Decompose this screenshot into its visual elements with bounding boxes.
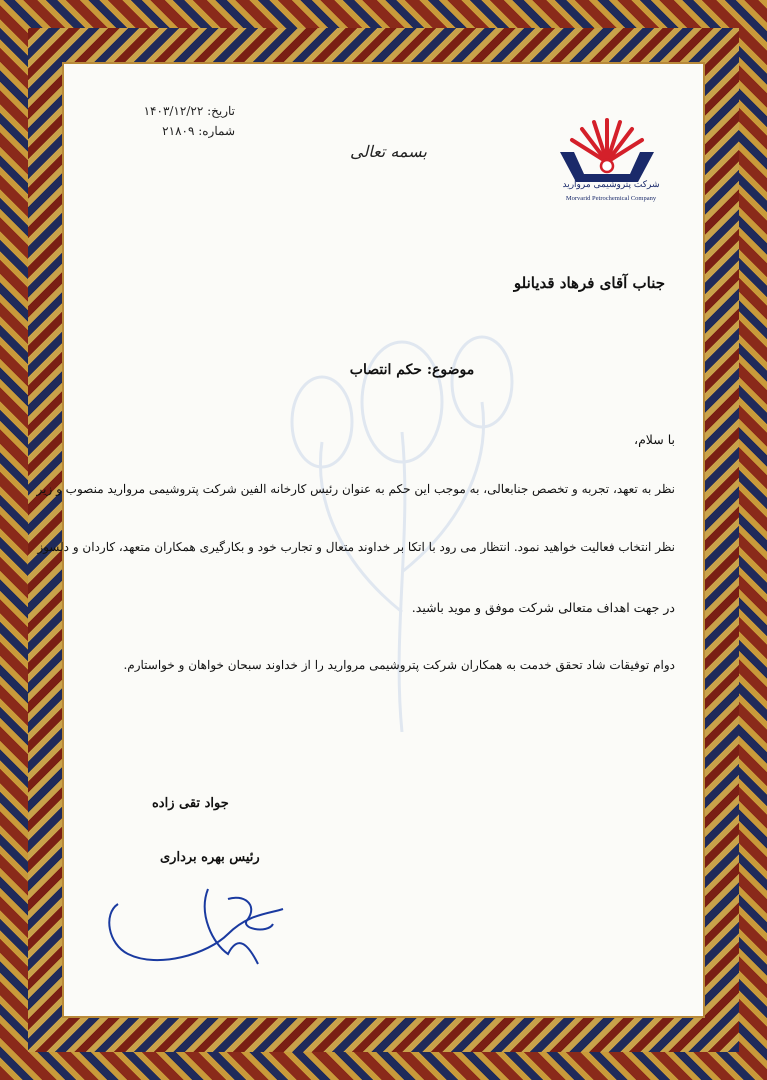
signatory-title: رئیس بهره برداری [160, 850, 260, 865]
body-line: با سلام، [634, 432, 675, 447]
letter-date: تاریخ: ۱۴۰۳/۱۲/۲۲ [143, 104, 235, 118]
handwritten-signature-icon [98, 884, 288, 984]
body-line: دوام توفیقات شاد تحقق خدمت به همکاران شرکت پتروشیمی مروارید را از خداوند سبحان خواهان و خواستارم. [123, 658, 675, 672]
letter-subject: موضوع: حکم انتصاب [349, 362, 475, 378]
body-line: در جهت اهداف متعالی شرکت موفق و موید باشید. [411, 600, 675, 615]
date-number-block [144, 104, 235, 144]
logo-name-fa: شرکت پتروشیمی مروارید [562, 180, 660, 190]
body-line: نظر انتخاب فعالیت خواهید نمود. انتظار می رود با اتکا بر خداوند متعال و تجارب خود و بکارگیری همکاران متعهد، کاردان و دلسوز [37, 540, 675, 554]
logo-name-en: Morvarid Petrochemical Company [565, 195, 657, 202]
letter-number: شماره: ۲۱۸۰۹ [162, 124, 235, 138]
body-line: نظر به تعهد، تجربه و تخصص جنابعالی، به موجب این حکم به عنوان رئیس کارخانه الفین شرکت پتروشیمی مروارید منصوب و زیر [36, 482, 675, 496]
letter-paper [36, 62, 705, 1018]
besmeh-text: بسمه تعالی [350, 142, 427, 161]
signatory-name: جواد تقی زاده [152, 796, 229, 811]
addressee: جناب آقای فرهاد قدیانلو [513, 274, 665, 292]
